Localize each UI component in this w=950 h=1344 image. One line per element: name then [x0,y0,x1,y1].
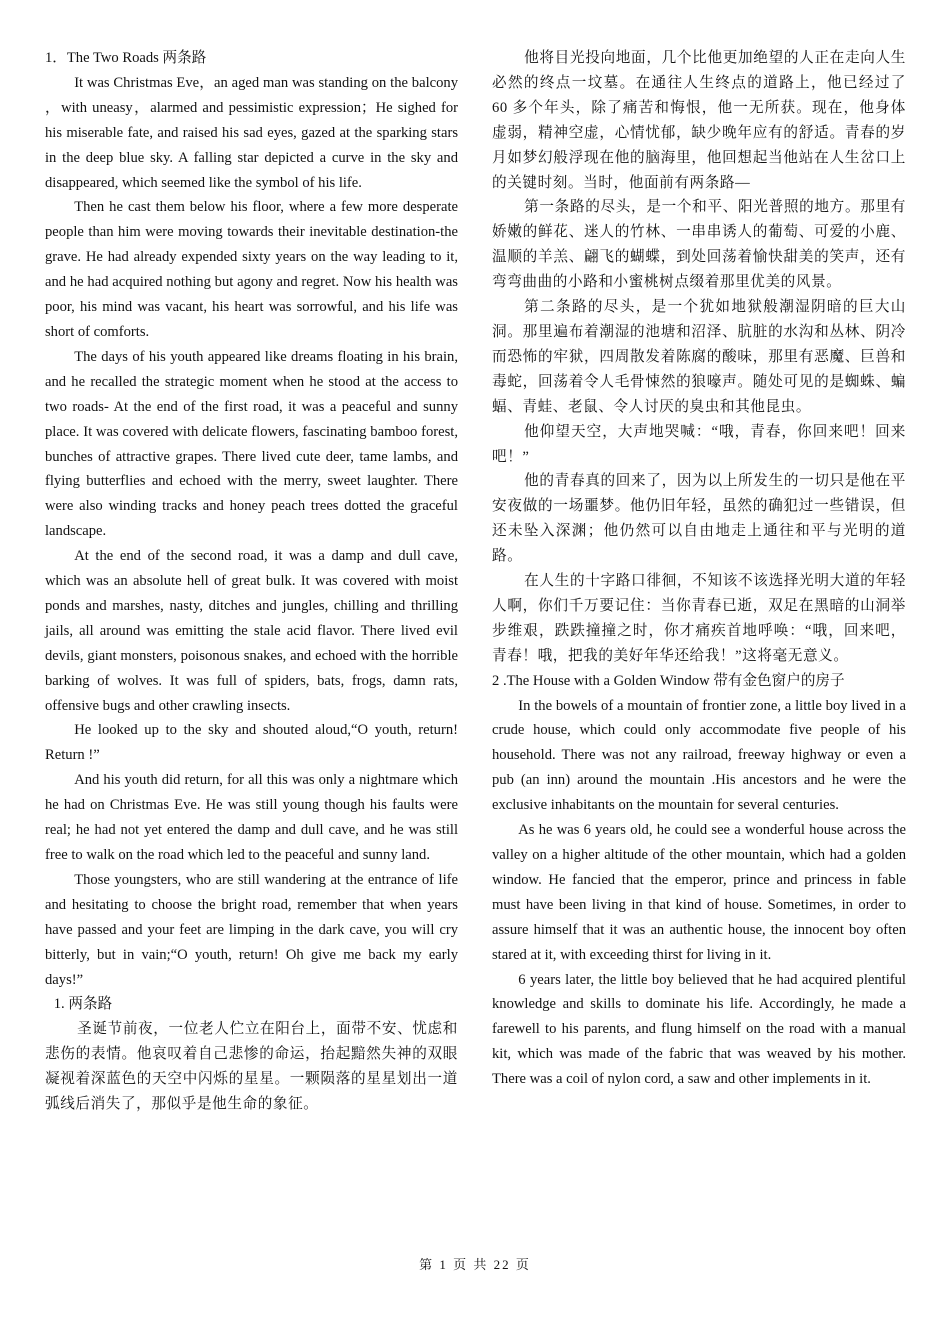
paragraph: He looked up to the sky and shouted aloud,“O youth, return! Return !” [45,722,458,764]
section-heading-golden-window: 2 .The House with a Golden Window 带有金色窗户的房子 [492,672,845,689]
page-footer: 第 1 页 共 22 页 [419,1257,531,1272]
paragraph: And his youth did return, for all this was only a nightmare which he had on Christmas Eve. He was still young though his faults were real; he had not yet entered the damp and dull cave, and he was still free to walk on the road which led to the peaceful and sunny land. [45,772,458,863]
paragraph: It was Christmas Eve，an aged man was standing on the balcony ，with uneasy，alarmed and pessimistic expression；He sighed for his miserable fate, and raised his sad eyes, gazed at the sparking stars in the deep blue sky. A falling star depicted a curve in the sky and disappeared, which seemed like the symbol of his life. [45,74,458,191]
paragraph: 6 years later, the little boy believed that he had acquired plentiful knowledge and skills to dominate his life. Accordingly, he made a farewell to his parents, and flung himself on the road with a manual kit, which was made of the fabric that was weaved by his mother. There was a coil of nylon cord, a saw and other implements in it. [492,971,906,1088]
paragraph: At the end of the second road, it was a damp and dull cave, which was an absolute hell of great bulk. It was covered with moist ponds and marshes, nasty, ditches and jungles, chilling and thrilling jails, all around was emitting the stale acid flavor. There lived evil devils, giant monsters, poisonous snakes, and echoed with the horrible barking of wolves. It was full of spiders, bats, frogs, damn rats, offensive bugs and other crawling insects. [45,548,458,714]
left-column [45,46,458,1117]
paragraph-cn: 他的青春真的回来了，因为以上所发生的一切只是他在平安夜做的一场噩梦。他仍旧年轻，虽然的确犯过一些错误，但还未坠入深渊；他仍然可以自由地走上通往和平与光明的道路。 [492,473,906,565]
section-heading-two-roads: 1．The Two Roads 两条路 [45,50,207,66]
right-column [492,46,906,1092]
section-heading-cn: 1. 两条路 [53,996,113,1013]
paragraph: In the bowels of a mountain of frontier zone, a little boy lived in a crude house, which could only accommodate five people of his household. There was not any railroad, freeway highway or even a pub (an inn) around the mountain .His ancestors and he were the exclusive inhabitants on the mountain for several centuries. [492,697,906,814]
paragraph-cn: 第二条路的尽头，是一个犹如地狱般潮湿阴暗的巨大山洞。那里遍布着潮湿的池塘和沼泽、肮脏的水沟和丛林、阴冷而恐怖的牢狱，四周散发着陈腐的酸味，那里有恶魔、巨兽和毒蛇，回荡着令人毛骨悚然的狼嚎声。随处可见的是蜘蛛、蝙蝠、青蛙、老鼠、令人讨厌的臭虫和其他昆虫。 [492,299,906,415]
paragraph-cn: 第一条路的尽头，是一个和平、阳光普照的地方。那里有娇嫩的鲜花、迷人的竹林、一串串诱人的葡萄、可爱的小鹿、温顺的羊羔、翩飞的蝴蝶，到处回荡着愉快甜美的笑声，还有弯弯曲曲的小路和小蜜桃树点缀着那里优美的风景。 [492,199,906,291]
paragraph: Those youngsters, who are still wandering at the entrance of life and hesitating to choose the bright road, remember that when years have passed and your feet are limping in the dark cave, you will cry bitterly, but in vain;“O youth, return! Oh give me back my early days!” [45,871,458,988]
paragraph: As he was 6 years old, he could see a wonderful house across the valley on a higher altitude of the other mountain, which had a golden window. He fancied that the emperor, prince and princess in fable must have been living in that kind of house. Sometimes, in order to assure himself that it was an authentic house, the innocent boy often stared at it, with exceeding thirst for living in it. [492,822,906,963]
paragraph-cn: 他仰望天空，大声地哭喊：“哦，青春，你回来吧！回来吧！” [492,423,906,465]
paragraph-cn: 圣诞节前夜，一位老人伫立在阳台上，面带不安、忧虑和悲伤的表情。他哀叹着自己悲惨的命运，抬起黯然失神的双眼凝视着深蓝色的天空中闪烁的星星。一颗陨落的星星划出一道弧线后消失了，那似乎是他生命的象征。 [45,1021,458,1113]
paragraph-cn: 他将目光投向地面，几个比他更加绝望的人正在走向人生必然的终点一坟墓。在通往人生终点的道路上，他已经过了 60 多个年头，除了痛苦和悔恨，他一无所获。现在，他身体虚弱，精神空虚，心情忧郁，缺少晚年应有的舒适。青春的岁月如梦幻般浮现在他的脑海里，他回想起当他站在人生岔口上的关键时刻。当时，他面前有两条路— [492,50,906,191]
paragraph-cn: 在人生的十字路口徘徊，不知该不该选择光明大道的年轻人啊，你们千万要记住：当你青春已逝，双足在黑暗的山洞举步维艰，跌跌撞撞之时，你才痛疾首地呼唤：“哦，回来吧，青春！哦，把我的美好年华还给我！”这将毫无意义。 [492,573,906,664]
paragraph: Then he cast them below his floor, where a few more desperate people than him were moving towards their inevitable destination-the grave. He had already expended sixty years on the way leading to it, and he had acquired nothing but agony and regret. Now his health was poor, his mind was vacant, his heart was sorrowful, and his life was short of comforts. [45,199,458,340]
paragraph: The days of his youth appeared like dreams floating in his brain, and he recalled the strategic moment when he stood at the access to two roads- At the end of the first road, it was a peaceful and sunny place. It was covered with delicate flowers, fascinating bamboo forest, bunches of attractive grapes. There lived cute deer, tame lambs, and flying butterflies and echoed with the merry, sweet laughter. There were also winding tracks and honey peach trees dotted the graceful landscape. [45,348,458,540]
